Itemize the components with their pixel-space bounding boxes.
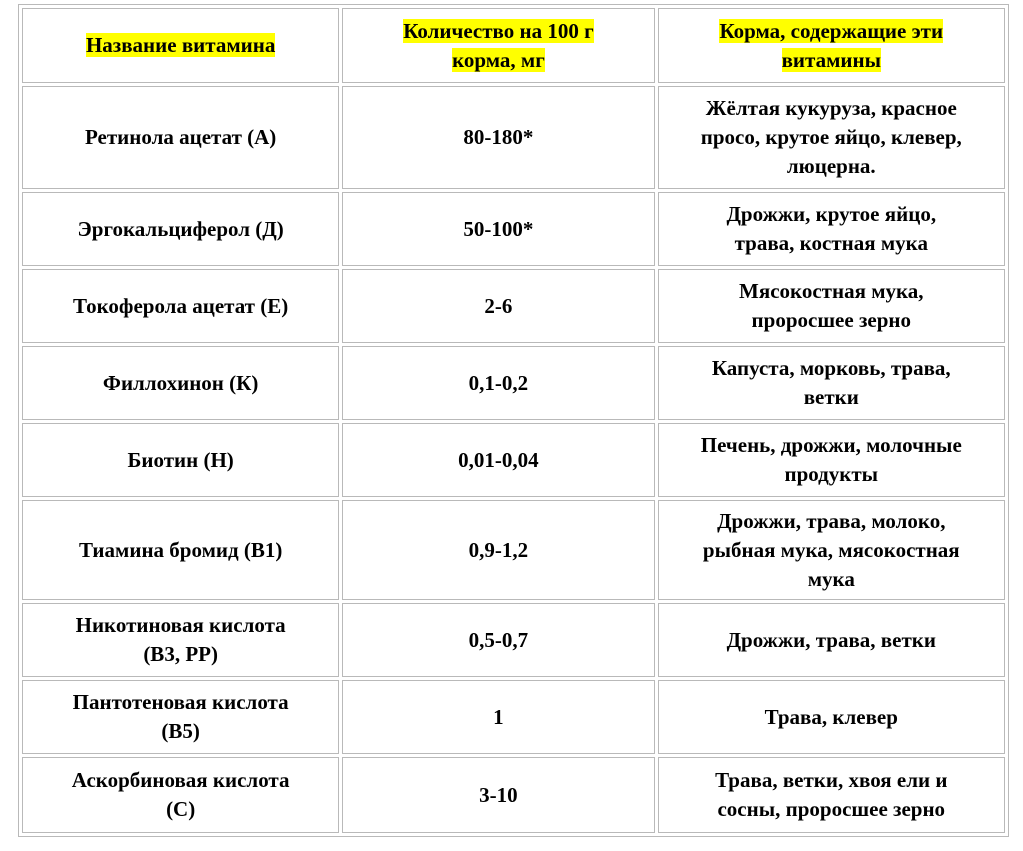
sources-line: Трава, ветки, хвоя ели и bbox=[715, 768, 948, 792]
table-body bbox=[22, 86, 1005, 833]
vitamin-name-cell bbox=[22, 269, 339, 343]
amount-value: 3-10 bbox=[479, 782, 518, 807]
amount-cell bbox=[342, 346, 654, 420]
table-row bbox=[22, 423, 1005, 497]
sources-cell bbox=[658, 192, 1005, 266]
sources-line: Мясокостная мука, bbox=[739, 279, 924, 303]
sources-line: сосны, проросшее зерно bbox=[717, 797, 946, 821]
vitamin-name-cell bbox=[22, 680, 339, 754]
amount-cell bbox=[342, 86, 654, 189]
sources-cell bbox=[658, 757, 1005, 833]
sources-line: рыбная мука, мясокостная bbox=[702, 537, 960, 562]
sources-line: Дрожжи, трава, ветки bbox=[726, 627, 936, 652]
table-row bbox=[22, 192, 1005, 266]
header-sources bbox=[658, 8, 1005, 83]
vitamin-name-line: Токоферола ацетат (Е) bbox=[73, 293, 289, 318]
amount-cell bbox=[342, 192, 654, 266]
table-row bbox=[22, 346, 1005, 420]
vitamin-name-cell bbox=[22, 86, 339, 189]
amount-value: 1 bbox=[493, 704, 504, 729]
sources-line: Дрожжи, трава, молоко, bbox=[717, 508, 946, 533]
sources-line: Дрожжи, крутое яйцо, bbox=[726, 202, 937, 226]
vitamins-table bbox=[18, 4, 1009, 837]
vitamin-name-cell bbox=[22, 346, 339, 420]
sources-cell bbox=[658, 500, 1005, 600]
amount-cell bbox=[342, 269, 654, 343]
vitamin-name-line: Пантотеновая кислота bbox=[72, 690, 289, 714]
vitamin-name-line: Ретинола ацетат (А) bbox=[84, 125, 277, 149]
header-vitamin-name-label: Название витамина bbox=[85, 33, 276, 57]
vitamin-name-line: Филлохинон (К) bbox=[102, 370, 259, 395]
header-sources-label-line2: витамины bbox=[781, 47, 881, 72]
vitamin-name-cell bbox=[22, 500, 339, 600]
vitamin-name-cell bbox=[22, 192, 339, 266]
sources-line: Трава, клевер bbox=[764, 704, 898, 729]
vitamin-name-cell bbox=[22, 423, 339, 497]
amount-value: 0,9-1,2 bbox=[468, 537, 529, 562]
sources-cell bbox=[658, 603, 1005, 677]
amount-value: 80-180* bbox=[463, 125, 534, 149]
vitamin-name-line: Никотиновая кислота bbox=[75, 613, 286, 637]
vitamin-name-line: (С) bbox=[166, 797, 196, 821]
table-row bbox=[22, 269, 1005, 343]
sources-line: мука bbox=[807, 566, 855, 591]
sources-line: проросшее зерно bbox=[751, 308, 911, 332]
table-row bbox=[22, 86, 1005, 189]
vitamin-name-line: (В3, РР) bbox=[143, 642, 218, 666]
header-amount-label-line1: Количество на 100 г bbox=[403, 18, 594, 43]
amount-cell bbox=[342, 500, 654, 600]
table-row bbox=[22, 757, 1005, 833]
vitamin-name-line: (В5) bbox=[161, 719, 200, 743]
header-amount bbox=[342, 8, 654, 83]
amount-value: 50-100* bbox=[463, 216, 534, 241]
table-row bbox=[22, 603, 1005, 677]
amount-value: 0,01-0,04 bbox=[458, 447, 539, 472]
sources-cell bbox=[658, 423, 1005, 497]
sources-cell bbox=[658, 269, 1005, 343]
header-sources-label-line1: Корма, содержащие эти bbox=[719, 18, 944, 43]
vitamin-name-line: Тиамина бромид (В1) bbox=[78, 537, 283, 562]
amount-cell bbox=[342, 680, 654, 754]
amount-value: 0,1-0,2 bbox=[468, 370, 529, 395]
vitamin-name-line: Эргокальциферол (Д) bbox=[77, 216, 284, 241]
table-row bbox=[22, 680, 1005, 754]
vitamin-name-line: Биотин (Н) bbox=[127, 447, 234, 472]
header-vitamin-name bbox=[22, 8, 339, 83]
sources-line: люцерна. bbox=[786, 154, 876, 178]
vitamin-name-cell bbox=[22, 603, 339, 677]
sources-cell bbox=[658, 86, 1005, 189]
vitamin-name-cell bbox=[22, 757, 339, 833]
sources-line: Жёлтая кукуруза, красное bbox=[705, 96, 957, 120]
vitamin-name-line: Аскорбиновая кислота bbox=[71, 768, 290, 792]
sources-line: ветки bbox=[803, 385, 859, 409]
table-row bbox=[22, 500, 1005, 600]
amount-cell bbox=[342, 603, 654, 677]
sources-line: Капуста, морковь, трава, bbox=[711, 356, 951, 380]
sources-cell bbox=[658, 680, 1005, 754]
header-row bbox=[22, 8, 1005, 83]
amount-cell bbox=[342, 757, 654, 833]
amount-value: 2-6 bbox=[484, 293, 513, 318]
sources-cell bbox=[658, 346, 1005, 420]
sources-line: Печень, дрожжи, молочные bbox=[700, 433, 962, 457]
sources-line: просо, крутое яйцо, клевер, bbox=[700, 125, 962, 149]
sources-line: продукты bbox=[784, 462, 879, 486]
header-amount-label-line2: корма, мг bbox=[452, 47, 545, 72]
amount-cell bbox=[342, 423, 654, 497]
sources-line: трава, костная мука bbox=[734, 231, 928, 255]
amount-value: 0,5-0,7 bbox=[468, 627, 529, 652]
